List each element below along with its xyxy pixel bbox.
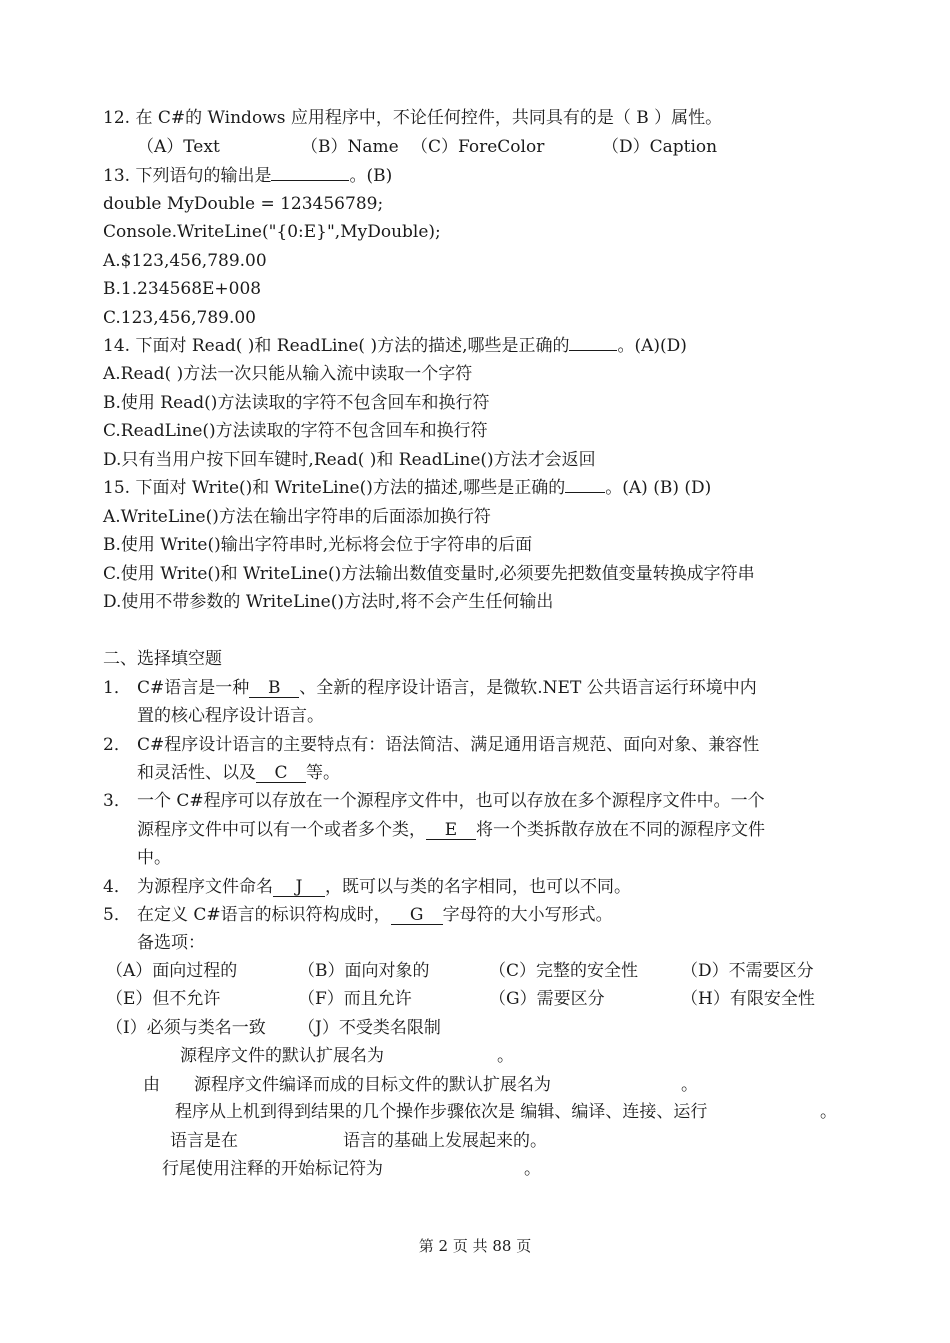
fragment-line-2-start: 由 <box>143 1075 160 1095</box>
s2-item-3-number: 3． <box>103 791 131 811</box>
s2-item-1-answer: B <box>249 679 299 698</box>
section-2-heading: 二、选择填空题 <box>103 649 222 669</box>
option-f: （F）而且允许 <box>298 989 412 1009</box>
option-g: （G）需要区分 <box>489 989 605 1009</box>
q13-answer: 。(B) <box>349 166 393 186</box>
options-label: 备选项： <box>137 933 205 953</box>
fragment-line-5-end: 。 <box>524 1159 541 1179</box>
fragment-line-3-end: 。 <box>820 1102 837 1122</box>
q15-option-d: D.使用不带参数的 WriteLine()方法时,将不会产生任何输出 <box>103 592 554 612</box>
q13-option-a: A.$123,456,789.00 <box>103 251 267 271</box>
q15-option-a: A.WriteLine()方法在输出字符串的后面添加换行符 <box>103 507 491 527</box>
q15-blank <box>565 492 605 493</box>
q15-stem-text: 15. 下面对 Write()和 WriteLine()方法的描述,哪些是正确的 <box>103 478 566 498</box>
q13-stem-text: 13. 下列语句的输出是 <box>103 166 272 186</box>
option-d: （D）不需要区分 <box>681 961 814 981</box>
s2-item-1-text-after: 、全新的程序设计语言，是微软.NET 公共语言运行环境中内 <box>299 678 757 698</box>
q13-code-line-1: double MyDouble = 123456789; <box>103 194 384 214</box>
q12-stem: 12. 在 C#的 Windows 应用程序中，不论任何控件，共同具有的是（ B ）属性。 <box>103 108 723 128</box>
q12-option-d: （D）Caption <box>602 137 718 157</box>
option-j: （J）不受类名限制 <box>298 1018 441 1038</box>
fragment-line-5: 行尾使用注释的开始标记符为 <box>162 1159 383 1179</box>
fragment-line-1: 源程序文件的默认扩展名为 <box>180 1046 384 1066</box>
s2-item-4 <box>137 876 631 898</box>
s2-item-4-answer: J <box>273 878 325 897</box>
q12-option-c: （C）ForeColor <box>411 137 545 157</box>
q12-option-b: （B）Name <box>301 137 399 157</box>
q12-option-a: （A）Text <box>137 137 220 157</box>
s2-item-5-text: 在定义 C#语言的标识符构成时， <box>137 905 391 925</box>
option-h: （H）有限安全性 <box>681 989 815 1009</box>
q15-stem <box>103 477 711 499</box>
q13-option-b: B.1.234568E+008 <box>103 279 262 299</box>
q14-stem-text: 14. 下面对 Read( )和 ReadLine( )方法的描述,哪些是正确的 <box>103 336 570 356</box>
q14-answer: 。(A)(D) <box>617 336 687 356</box>
s2-item-1-text: C#语言是一种 <box>137 678 250 698</box>
s2-item-3-line-2 <box>137 819 765 841</box>
q14-blank <box>569 350 617 351</box>
option-i: （I）必须与类名一致 <box>106 1018 266 1038</box>
q14-stem <box>103 335 687 357</box>
q13-blank <box>271 180 349 181</box>
s2-item-1 <box>137 677 757 699</box>
q13-code-line-2: Console.WriteLine("{0:E}",MyDouble); <box>103 222 441 242</box>
s2-item-3-text: 源程序文件中可以有一个或者多个类， <box>137 820 426 840</box>
page-footer: 第 2 页 共 88 页 <box>418 1237 532 1255</box>
q14-option-d: D.只有当用户按下回车键时,Read( )和 ReadLine()方法才会返回 <box>103 450 596 470</box>
s2-item-2-text: 和灵活性、以及 <box>137 763 256 783</box>
s2-item-5 <box>137 904 613 926</box>
fragment-line-4: 语言是在 <box>170 1131 238 1151</box>
s2-item-3-line-3: 中。 <box>137 848 171 868</box>
q14-option-a: A.Read( )方法一次只能从输入流中读取一个字符 <box>103 364 473 384</box>
q15-option-c: C.使用 Write()和 WriteLine()方法输出数值变量时,必须要先把数值变量转换成字符串 <box>103 564 755 584</box>
s2-item-4-number: 4． <box>103 877 131 897</box>
option-e: （E）但不允许 <box>106 989 221 1009</box>
fragment-line-3: 程序从上机到得到结果的几个操作步骤依次是 编辑、编译、连接、运行 <box>175 1102 708 1122</box>
s2-item-2-line-2 <box>137 762 340 784</box>
s2-item-1-line-2: 置的核心程序设计语言。 <box>137 706 324 726</box>
s2-item-4-text-after: ，既可以与类的名字相同，也可以不同。 <box>325 877 631 897</box>
q13-stem <box>103 165 392 187</box>
option-b: （B）面向对象的 <box>298 961 430 981</box>
s2-item-5-answer: G <box>391 906 443 925</box>
q13-option-c: C.123,456,789.00 <box>103 308 256 328</box>
option-a: （A）面向过程的 <box>106 961 238 981</box>
s2-item-3-text-after: 将一个类拆散存放在不同的源程序文件 <box>476 820 765 840</box>
s2-item-2-line-1: C#程序设计语言的主要特点有：语法简洁、满足通用语言规范、面向对象、兼容性 <box>137 735 760 755</box>
fragment-line-1-end: 。 <box>497 1046 514 1066</box>
s2-item-3-line-1: 一个 C#程序可以存放在一个源程序文件中，也可以存放在多个源程序文件中。一个 <box>137 791 765 811</box>
fragment-line-2-end: 。 <box>681 1075 698 1095</box>
q14-option-c: C.ReadLine()方法读取的字符不包含回车和换行符 <box>103 421 488 441</box>
q14-option-b: B.使用 Read()方法读取的字符不包含回车和换行符 <box>103 393 490 413</box>
s2-item-5-number: 5． <box>103 905 131 925</box>
s2-item-3-answer: E <box>426 821 476 840</box>
q15-option-b: B.使用 Write()输出字符串时,光标将会位于字符串的后面 <box>103 535 533 555</box>
option-c: （C）完整的安全性 <box>489 961 639 981</box>
s2-item-5-text-after: 字母符的大小写形式。 <box>442 905 613 925</box>
q15-answer: 。(A) (B) (D) <box>605 478 712 498</box>
s2-item-2-text-after: 等。 <box>306 763 340 783</box>
s2-item-1-number: 1． <box>103 678 131 698</box>
s2-item-4-text: 为源程序文件命名 <box>137 877 273 897</box>
fragment-line-2: 源程序文件编译而成的目标文件的默认扩展名为 <box>194 1075 551 1095</box>
fragment-line-4-end: 语言的基础上发展起来的。 <box>343 1131 547 1151</box>
s2-item-2-answer: C <box>256 764 306 783</box>
s2-item-2-number: 2． <box>103 735 131 755</box>
